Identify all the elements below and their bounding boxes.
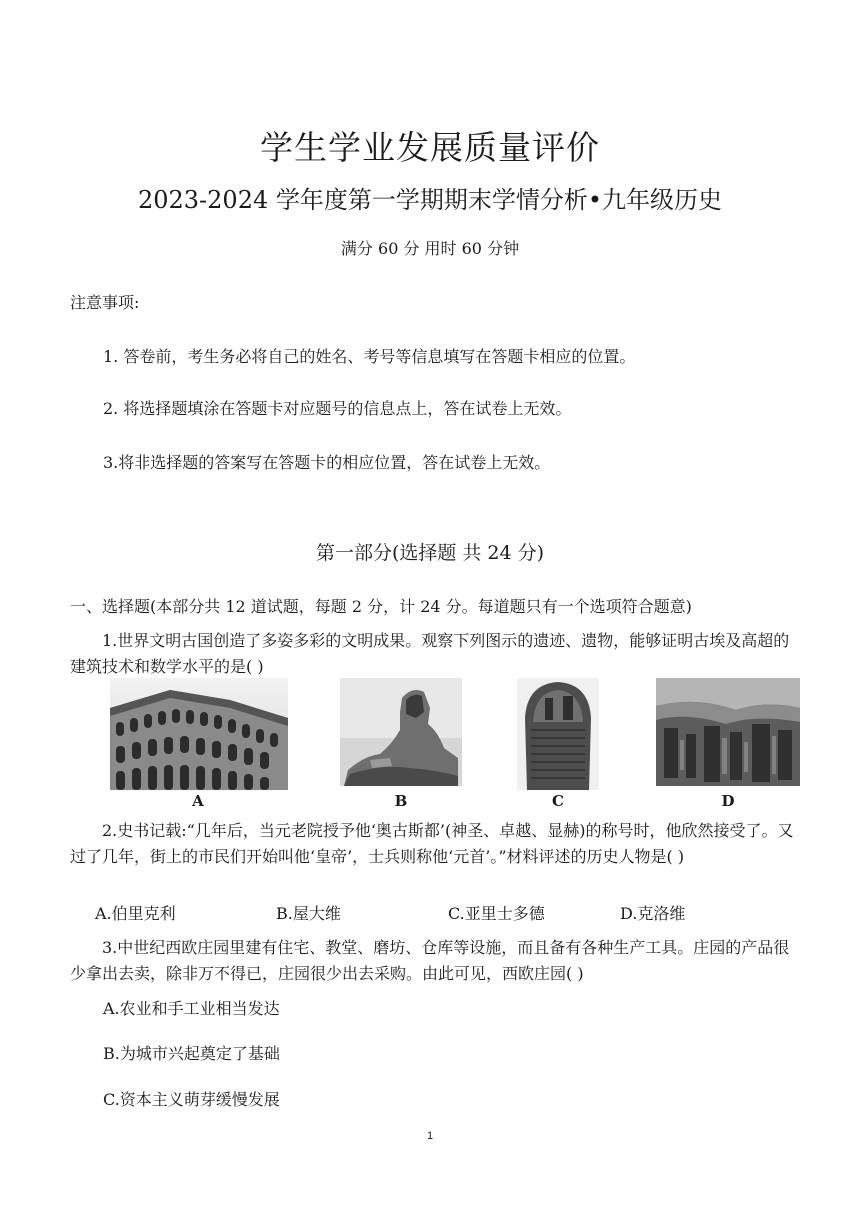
sphinx-photo bbox=[340, 678, 462, 786]
exam-meta: 满分 60 分 用时 60 分钟 bbox=[340, 239, 520, 258]
q3-option-a: A.农业和手工业相当发达 bbox=[103, 999, 280, 1018]
stele-photo bbox=[517, 678, 599, 790]
figure-label-b: B bbox=[394, 792, 408, 810]
figure-label-a: A bbox=[192, 792, 204, 810]
section-heading: 一、选择题(本部分共 12 道试题，每题 2 分，计 24 分。每道题只有一个选项符合题意) bbox=[70, 597, 692, 616]
exam-subtitle: 2023-2024 学年度第一学期期末学情分析•九年级历史 bbox=[137, 186, 723, 214]
q2-option-c: C.亚里士多德 bbox=[448, 904, 545, 923]
exam-title: 学生学业发展质量评价 bbox=[260, 128, 600, 167]
notice-item-3: 3.将非选择题的答案写在答题卡的相应位置，答在试卷上无效。 bbox=[103, 453, 551, 472]
notice-item-1: 1. 答卷前，考生务必将自己的姓名、考号等信息填写在答题卡相应的位置。 bbox=[103, 347, 636, 366]
page-number: 1 bbox=[426, 1130, 434, 1142]
question-3: 3.中世纪西欧庄园里建有住宅、教堂、磨坊、仓库等设施，而且备有各种生产工具。庄园的产品很少拿出去卖，除非万不得已，庄园很少出去采购。由此可见，西欧庄园( ) bbox=[70, 938, 790, 983]
figure-label-d: D bbox=[721, 792, 735, 810]
question-2: 2.史书记载:“几年后，当元老院授予他‘奥古斯都’(神圣、卓越、显赫)的称号时，他欣然接受了。又过了几年，街上的市民们开始叫他‘皇帝’，士兵则称他‘元首’。”材料评述的历史人物是( ) bbox=[70, 821, 794, 866]
q3-option-b: B.为城市兴起奠定了基础 bbox=[103, 1044, 280, 1063]
q2-option-b: B.屋大维 bbox=[276, 904, 341, 923]
notice-item-2: 2. 将选择题填涂在答题卡对应题号的信息点上，答在试卷上无效。 bbox=[103, 399, 572, 418]
q2-option-d: D.克洛维 bbox=[620, 904, 686, 923]
ruins-photo bbox=[656, 678, 800, 786]
q3-option-c: C.资本主义萌芽缓慢发展 bbox=[103, 1090, 280, 1109]
question-1: 1.世界文明古国创造了多姿多彩的文明成果。观察下列图示的遗迹、遗物，能够证明古埃及高超的建筑技术和数学水平的是( ) bbox=[70, 631, 790, 676]
notice-heading: 注意事项: bbox=[70, 293, 140, 312]
part-one-title: 第一部分(选择题 共 24 分) bbox=[315, 542, 545, 564]
q2-option-a: A.伯里克利 bbox=[95, 904, 176, 923]
colosseum-photo bbox=[110, 678, 288, 790]
figure-label-c: C bbox=[552, 792, 564, 810]
